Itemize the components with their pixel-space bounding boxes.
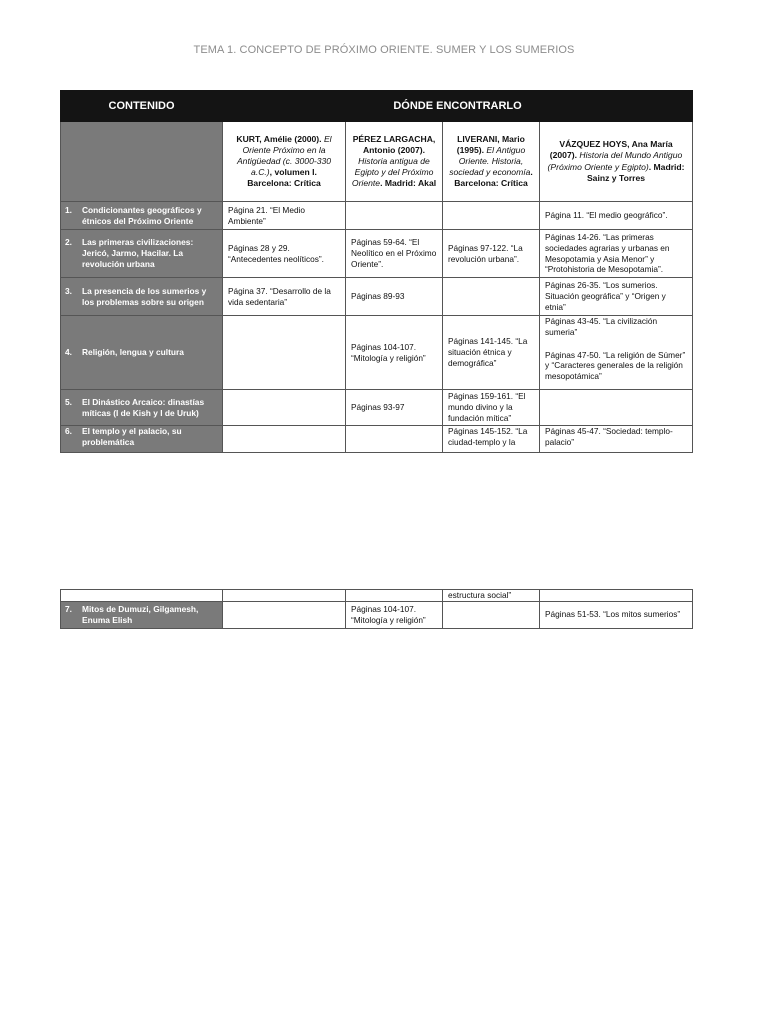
liverani-cell — [443, 202, 540, 230]
liverani-cell — [443, 601, 540, 628]
contenido-header: CONTENIDO — [61, 91, 223, 122]
perez-cell: Páginas 93-97 — [346, 390, 443, 426]
liverani-cell — [443, 278, 540, 316]
topic-cell: 2. Las primeras civilizaciones: Jericó, Jarmo, Hacilar. La revolución urbana — [61, 230, 223, 278]
vazquez-cell: Páginas 45-47. “Sociedad: templo-palacio” — [540, 426, 693, 453]
table-row — [61, 202, 693, 230]
continuation-row — [61, 590, 693, 602]
topic-cell: 3. La presencia de los sumerios y los problemas sobre su origen — [61, 278, 223, 316]
author-cell-perez: PÉREZ LARGACHA, Antonio (2007). Historia antigua de Egipto y del Próximo Oriente. Madrid: Akal — [346, 122, 443, 202]
vazquez-cell: Páginas 51-53. “Los mitos sumerios” — [540, 601, 693, 628]
topic-cell: 4. Religión, lengua y cultura — [61, 316, 223, 390]
kurt-cell — [223, 601, 346, 628]
liverani-cell: Páginas 159-161. “El mundo divino y la fundación mítica” — [443, 390, 540, 426]
table-row — [61, 278, 693, 316]
page-title: TEMA 1. CONCEPTO DE PRÓXIMO ORIENTE. SUMER Y LOS SUMERIOS — [193, 44, 575, 56]
kurt-cell — [223, 316, 346, 390]
perez-cell: Páginas 89-93 — [346, 278, 443, 316]
author-cell-kurt: KURT, Amélie (2000). El Oriente Próximo en la Antigüedad (c. 3000-330 a.C.), volumen I. Barcelona: Crítica — [223, 122, 346, 202]
perez-cell: Páginas 104-107. “Mitología y religión” — [346, 316, 443, 390]
kurt-cell: Página 21. “El Medio Ambiente” — [223, 202, 346, 230]
empty-header-cell — [61, 122, 223, 202]
vazquez-cell — [540, 316, 693, 390]
empty-cell — [540, 590, 693, 602]
liverani-cell: Páginas 145-152. “La ciudad-templo y la — [443, 426, 540, 453]
liverani-cell: estructura social” — [443, 590, 540, 602]
bibliography-table-continued — [60, 589, 693, 629]
empty-cell — [223, 590, 346, 602]
header-row — [61, 91, 693, 122]
table-row — [61, 601, 693, 628]
table-row — [61, 230, 693, 278]
topic-cell: 1. Condicionantes geográficos y étnicos del Próximo Oriente — [61, 202, 223, 230]
liverani-cell: Páginas 141-145. “La situación étnica y demográfica” — [443, 316, 540, 390]
author-cell-liverani: LIVERANI, Mario (1995). El Antiguo Oriente. Historia, sociedad y economía. Barcelona: Crítica — [443, 122, 540, 202]
vazquez-cell — [540, 390, 693, 426]
kurt-cell: Página 37. “Desarrollo de la vida sedentaria” — [223, 278, 346, 316]
kurt-cell — [223, 426, 346, 453]
perez-cell: Páginas 104-107. “Mitología y religión” — [346, 601, 443, 628]
table-row — [61, 426, 693, 453]
vazquez-note: Páginas 47-50. “La religión de Súmer” y “Caracteres generales de la religión mesopotámica” — [545, 349, 686, 382]
authors-row — [61, 122, 693, 202]
liverani-cell: Páginas 97-122. “La revolución urbana”. — [443, 230, 540, 278]
author-cell-vazquez: VÁZQUEZ HOYS, Ana María (2007). Historia del Mundo Antiguo (Próximo Oriente y Egipto). Madrid: Sainz y Torres — [540, 122, 693, 202]
table-row — [61, 316, 693, 390]
kurt-cell: Páginas 28 y 29. “Antecedentes neolíticos”. — [223, 230, 346, 278]
perez-cell — [346, 426, 443, 453]
topic-cell: 7. Mitos de Dumuzi, Gilgamesh, Enuma Elish — [61, 601, 223, 628]
bibliography-table — [60, 90, 693, 453]
topic-cell: 5. El Dinástico Arcaico: dinastías míticas (I de Kish y I de Uruk) — [61, 390, 223, 426]
donde-header: DÓNDE ENCONTRARLO — [223, 91, 693, 122]
vazquez-cell: Página 11. “El medio geográfico”. — [540, 202, 693, 230]
perez-cell — [346, 202, 443, 230]
perez-cell: Páginas 59-64. “El Neolítico en el Próximo Oriente”. — [346, 230, 443, 278]
vazquez-cell: Páginas 26-35. “Los sumerios. Situación geográfica” y “Origen y etnia” — [540, 278, 693, 316]
vazquez-cell: Páginas 14-26. “Las primeras sociedades agrarias y urbanas en Mesopotamia y Asia Menor” y “Protohistoria de Mesopotamia”. — [540, 230, 693, 278]
empty-cell — [346, 590, 443, 602]
kurt-cell — [223, 390, 346, 426]
topic-cell: 6. El templo y el palacio, su problemática — [61, 426, 223, 453]
vazquez-note: Páginas 43-45. “La civilización sumeria” — [545, 316, 658, 337]
table-row — [61, 390, 693, 426]
empty-cell — [61, 590, 223, 602]
